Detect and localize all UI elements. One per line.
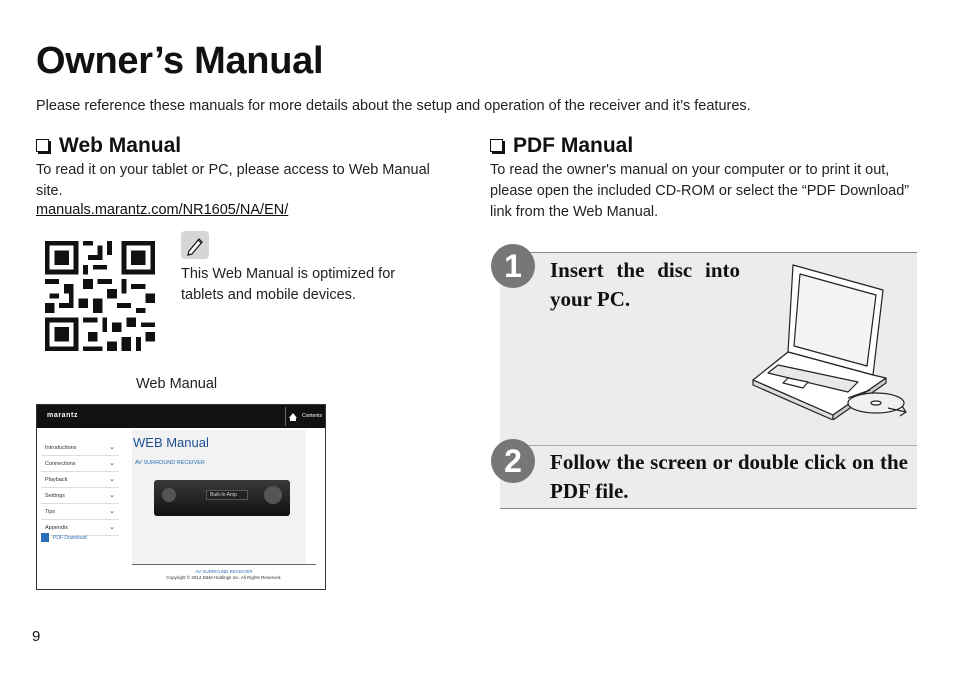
web-manual-link[interactable]: manuals.marantz.com/NR1605/NA/EN/ [36, 202, 289, 218]
chevron-down-icon: ⌄ [109, 508, 115, 515]
screenshot-subtitle: AV SURROUND RECEIVER [135, 460, 205, 466]
pdf-manual-text: To read the owner's manual on your computer or to print it out, please open the included CD-ROM or select the “PDF Download” link from the Web Manual. [490, 162, 910, 220]
step-2-text: Follow the screen or double click on the PDF file. [550, 450, 908, 503]
receiver-image [154, 480, 290, 516]
sidebar-item-label: Playback [45, 477, 68, 483]
pdf-icon [41, 533, 49, 542]
screenshot-copyright: Copyright © 2014 D&M Holdings Inc. All Rights Reserved. [166, 575, 282, 580]
pencil-icon [181, 231, 209, 259]
page-number: 9 [32, 628, 41, 645]
web-manual-heading [36, 134, 181, 158]
laptop-disc-illustration [748, 260, 910, 420]
screenshot-footer-title: AV SURROUND RECEIVER [195, 569, 253, 574]
sidebar-item [41, 457, 119, 472]
sidebar-item-label: Settings [45, 493, 65, 499]
sidebar-item-label: Connections [45, 461, 76, 467]
home-icon [285, 407, 300, 426]
step-number-2: 2 [491, 439, 535, 483]
web-manual-text: To read it on your tablet or PC, please access to Web Manual site. [36, 162, 430, 199]
sidebar-item-label: Tips [45, 509, 56, 515]
web-manual-note: This Web Manual is optimized for tablets and mobile devices. [181, 266, 396, 303]
screenshot-footer-divider [132, 564, 316, 565]
sidebar-item [41, 473, 119, 488]
screenshot-sidebar [41, 441, 119, 537]
checkbox-bullet-icon [490, 139, 503, 152]
chevron-down-icon: ⌄ [109, 444, 115, 451]
step-1-text: Insert the disc into your PC. [550, 258, 740, 311]
intro-text: Please reference these manuals for more details about the setup and operation of the receiver and it’s features. [36, 98, 751, 114]
sidebar-item [41, 441, 119, 456]
sidebar-item-label: Appendix [45, 525, 68, 531]
receiver-display [206, 490, 248, 500]
qr-code[interactable] [40, 236, 160, 356]
sidebar-item [41, 505, 119, 520]
receiver-knob [264, 486, 282, 504]
chevron-down-icon: ⌄ [109, 492, 115, 499]
marantz-logo: marantz [47, 412, 79, 419]
contents-link: Contents [302, 413, 323, 419]
pdf-manual-heading-label: PDF Manual [513, 134, 634, 157]
web-manual-heading-label: Web Manual [59, 134, 182, 157]
web-manual-screenshot [36, 404, 326, 590]
receiver-knob [162, 488, 176, 502]
step-number-1: 1 [491, 244, 535, 288]
chevron-down-icon: ⌄ [109, 460, 115, 467]
screenshot-header-bar [37, 405, 325, 428]
chevron-down-icon: ⌄ [109, 524, 115, 531]
pdf-download-link [41, 533, 87, 542]
chevron-down-icon: ⌄ [109, 476, 115, 483]
web-manual-caption: Web Manual [136, 376, 218, 392]
sidebar-item [41, 489, 119, 504]
sidebar-item-label: Introductions [45, 445, 77, 451]
page-title: Owner’s Manual [36, 40, 324, 82]
receiver-display-text: Built-In Amp [210, 492, 237, 498]
screenshot-title: WEB Manual [133, 435, 209, 450]
pdf-manual-heading [490, 134, 633, 158]
checkbox-bullet-icon [36, 139, 49, 152]
pdf-download-label: PDF Download [53, 534, 87, 541]
